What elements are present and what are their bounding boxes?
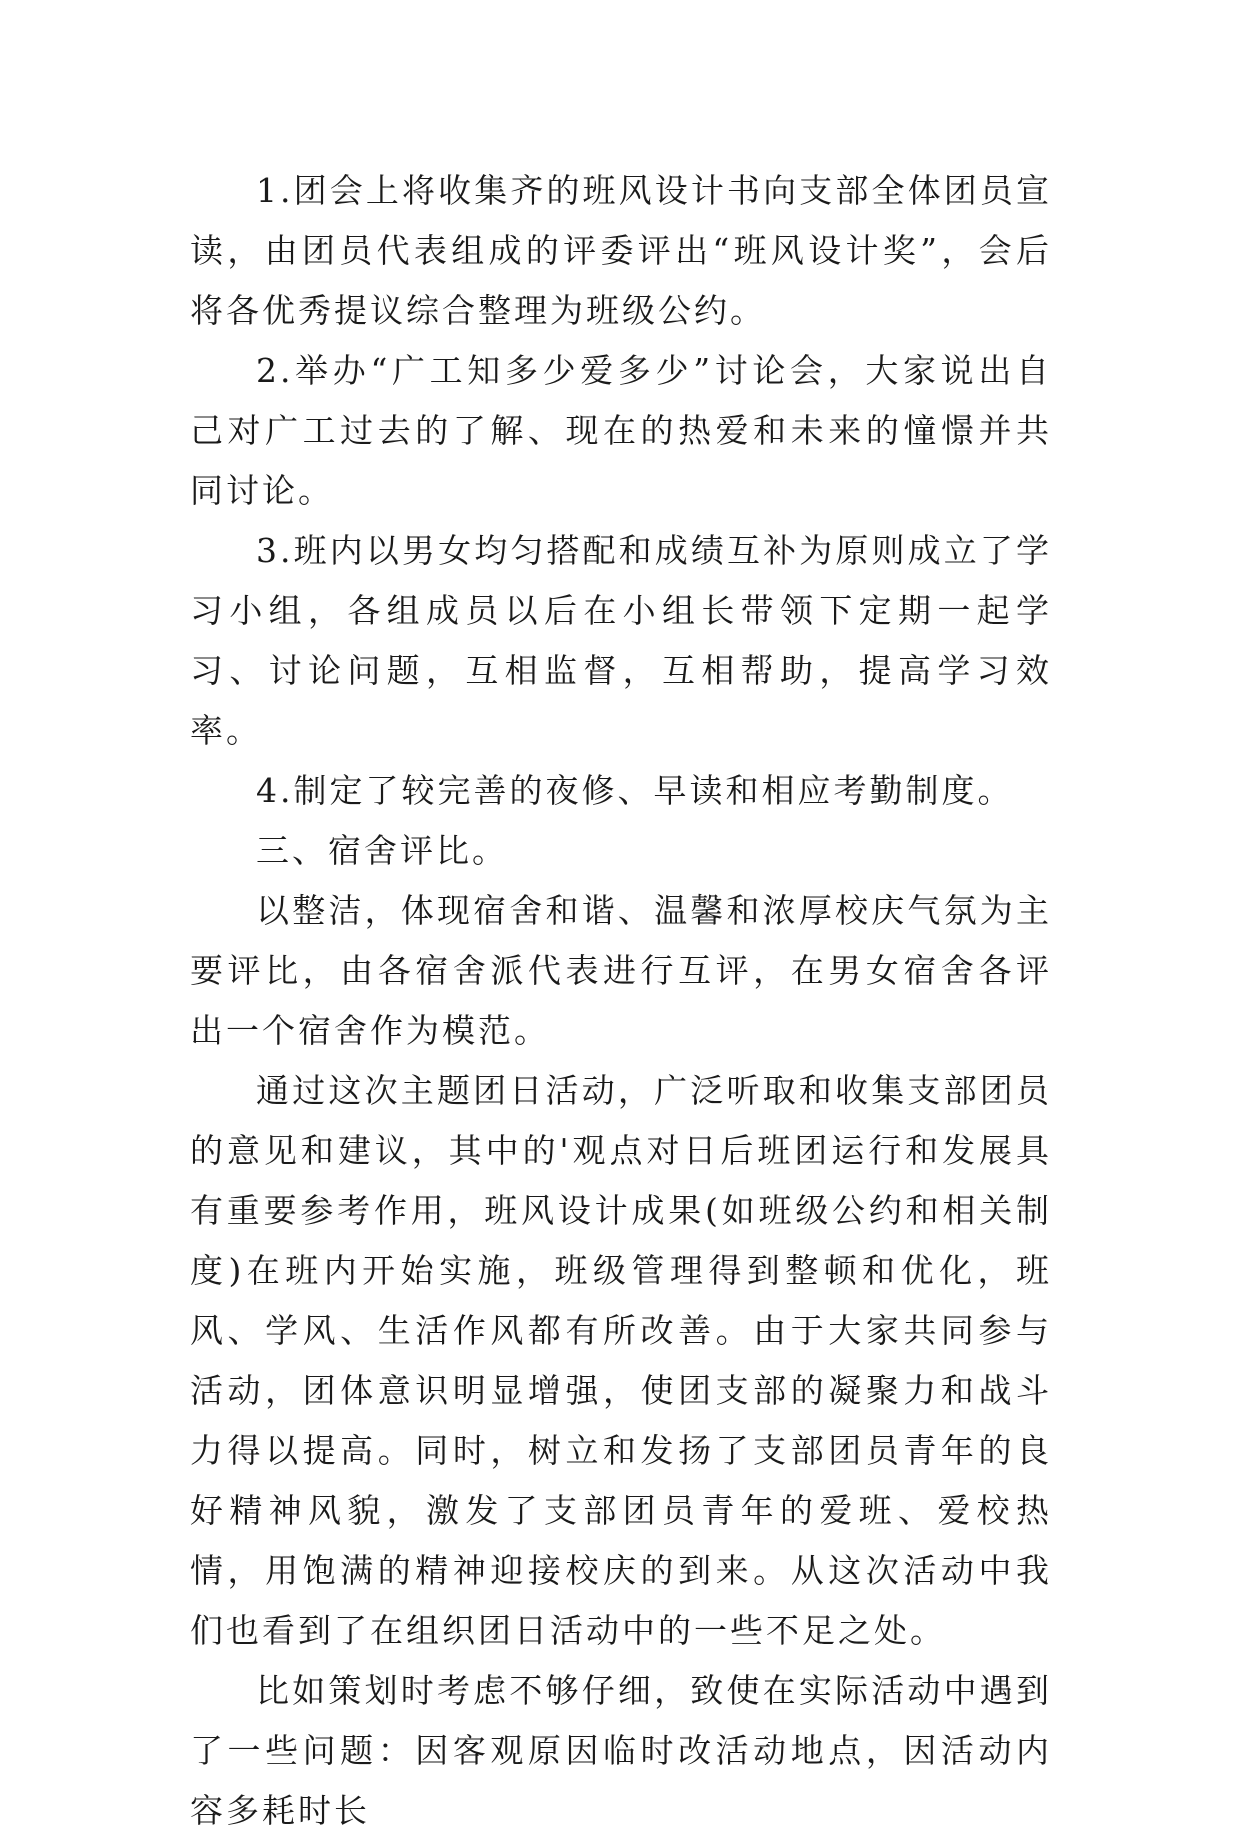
paragraph-study-plan-1: 1.团会上将收集齐的班风设计书向支部全体团员宣读，由团员代表组成的评委评出“班风设计奖”，会后将各优秀提议综合整理为班级公约。 [190,171,1052,330]
document-body [190,161,1052,1841]
paragraph-dorm-review: 以整洁，体现宿舍和谐、温馨和浓厚校庆气氛为主要评比，由各宿舍派代表进行互评，在男女宿舍各评出一个宿舍作为模范。 [190,891,1052,1050]
section-heading-dorm-review: 三、宿舍评比。 [256,831,508,870]
paragraph-study-plan-4: 4.制定了较完善的夜修、早读和相应考勤制度。 [256,771,1014,810]
paragraph-study-plan-3: 3.班内以男女均匀搭配和成绩互补为原则成立了学习小组，各组成员以后在小组长带领下定期一起学习、讨论问题，互相监督，互相帮助，提高学习效率。 [190,531,1052,750]
paragraph-summary: 通过这次主题团日活动，广泛听取和收集支部团员的意见和建议，其中的'观点对日后班团运行和发展具有重要参考作用，班风设计成果(如班级公约和相关制度)在班内开始实施，班级管理得到整顿和优化，班风、学风、生活作风都有所改善。由于大家共同参与活动，团体意识明显增强，使团支部的凝聚力和战斗力得以提高。同时，树立和发扬了支部团员青年的良好精神风貌，激发了支部团员青年的爱班、爱校热情，用饱满的精神迎接校庆的到来。从这次活动中我们也看到了在组织团日活动中的一些不足之处。 [190,1071,1052,1650]
paragraph-study-plan-2: 2.举办“广工知多少爱多少”讨论会，大家说出自己对广工过去的了解、现在的热爱和未来的憧憬并共同讨论。 [190,351,1052,510]
paragraph-shortcomings: 比如策划时考虑不够仔细，致使在实际活动中遇到了一些问题：因客观原因临时改活动地点，因活动内容多耗时长 [190,1671,1052,1830]
